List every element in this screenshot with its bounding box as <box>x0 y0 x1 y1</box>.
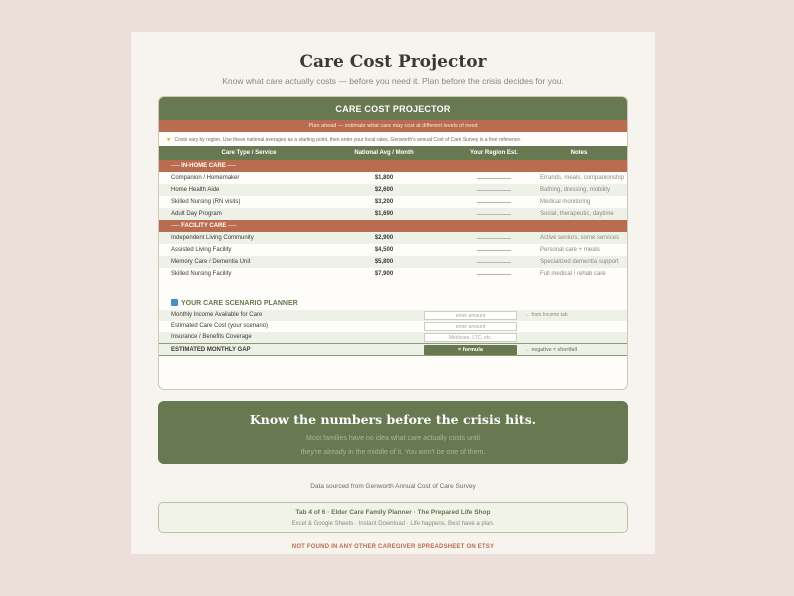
table-row <box>159 196 627 208</box>
banner-line-2: they're already in the middle of it. You won't be one of them. <box>300 449 486 456</box>
row-note: Specialized dementia support <box>540 259 619 265</box>
table-row <box>159 256 627 268</box>
footer-line-2: Excel & Google Sheets · Instant Download · Life happens. Best have a plan. <box>291 521 495 527</box>
tagline: NOT FOUND IN ANY OTHER CAREGIVER SPREADSHEET ON ETSY <box>291 544 495 550</box>
col-notes: Notes <box>570 150 588 156</box>
insurance-input[interactable]: Medicare, LTC, etc. <box>424 333 517 342</box>
col-care-type: Care Type / Service <box>221 150 277 156</box>
planner-title <box>159 298 627 310</box>
national-avg: $5,800 <box>374 259 394 265</box>
care-type: Home Health Aide <box>171 187 220 193</box>
planner-row <box>159 332 627 343</box>
care-type: Memory Care / Dementia Unit <box>171 259 251 265</box>
gap-formula-cell: = formula <box>424 345 517 355</box>
sheet-note <box>159 132 627 146</box>
banner-line-1: Most families have no idea what care actually costs until <box>306 435 480 442</box>
care-type: Independent Living Community <box>171 235 254 241</box>
national-avg: $1,690 <box>374 211 394 217</box>
calculator-icon <box>171 299 178 306</box>
col-national-avg: National Avg / Month <box>354 150 414 156</box>
care-type: Companion / Homemaker <box>171 175 240 181</box>
row-note: Errands, meals, companionship <box>540 175 625 181</box>
care-type: Skilled Nursing Facility <box>171 271 232 277</box>
gap-note: ← negative = shortfall <box>525 347 578 353</box>
national-avg: $2,600 <box>374 187 394 193</box>
hand-point-icon: ☛ <box>167 137 172 143</box>
region-est-field[interactable] <box>459 184 529 196</box>
planner-label: Insurance / Benefits Coverage <box>171 334 252 340</box>
table-row <box>159 268 627 280</box>
spreadsheet-preview <box>158 96 628 390</box>
sheet-note-text: Costs vary by region. Use these national averages as a starting point, then enter your local rates. Genworth's annual Cost of Care Survey is a free reference. <box>174 137 522 143</box>
row-note: Bathing, dressing, mobility <box>540 187 611 193</box>
sheet-subtitle: Plan ahead — estimate what care may cost at different levels of need <box>159 120 627 132</box>
region-est-field[interactable] <box>459 172 529 184</box>
table-header <box>159 146 627 160</box>
region-est-field[interactable] <box>459 196 529 208</box>
sheet-title: CARE COST PROJECTOR <box>159 97 627 120</box>
national-avg: $4,500 <box>374 247 394 253</box>
table-row <box>159 208 627 220</box>
planner-title-text: YOUR CARE SCENARIO PLANNER <box>181 300 298 307</box>
page-title: Care Cost Projector <box>299 52 487 72</box>
col-region-est: Your Region Est. <box>470 150 518 156</box>
table-row <box>159 172 627 184</box>
national-avg: $2,900 <box>374 235 394 241</box>
planner-row <box>159 310 627 321</box>
section-in-home-care: ── IN-HOME CARE ── <box>159 160 627 172</box>
table-row <box>159 244 627 256</box>
row-note: Medical monitoring <box>540 199 591 205</box>
care-type: Adult Day Program <box>171 211 222 217</box>
product-card <box>131 32 655 554</box>
row-note: Personal care + meals <box>540 247 600 253</box>
national-avg: $7,900 <box>374 271 394 277</box>
table-row <box>159 184 627 196</box>
region-est-field[interactable] <box>459 268 529 280</box>
table-row <box>159 232 627 244</box>
care-type: Assisted Living Facility <box>171 247 232 253</box>
region-est-field[interactable] <box>459 208 529 220</box>
banner-headline: Know the numbers before the crisis hits. <box>249 412 537 427</box>
planner-label: Monthly Income Available for Care <box>171 312 263 318</box>
row-note: Social, therapeutic, daytime <box>540 211 614 217</box>
care-type: Skilled Nursing (RN visits) <box>171 199 241 205</box>
page-subtitle: Know what care actually costs — before you need it. Plan before the crisis decides for you. <box>222 76 564 86</box>
planner-row <box>159 321 627 332</box>
care-cost-input[interactable]: enter amount <box>424 322 517 331</box>
region-est-field[interactable] <box>459 256 529 268</box>
source-note: Data sourced from Genworth Annual Cost of Care Survey <box>310 483 476 490</box>
section-facility-care: ── FACILITY CARE ── <box>159 220 627 232</box>
row-note: Active seniors, some services <box>540 235 620 241</box>
footer-line-1: Tab 4 of 6 · Elder Care Family Planner · The Prepared Life Shop <box>295 509 491 516</box>
national-avg: $1,800 <box>374 175 394 181</box>
row-note: Full medical / rehab care <box>540 271 606 277</box>
footer-box <box>158 502 628 533</box>
region-est-field[interactable] <box>459 232 529 244</box>
gap-label: ESTIMATED MONTHLY GAP <box>171 347 251 353</box>
region-est-field[interactable] <box>459 244 529 256</box>
planner-label: Estimated Care Cost (your scenario) <box>171 323 269 329</box>
income-input[interactable]: enter amount <box>424 311 517 320</box>
monthly-gap-row <box>159 343 627 356</box>
planner-note: ← from Income tab <box>525 312 568 318</box>
national-avg: $3,200 <box>374 199 394 205</box>
callout-banner <box>158 401 628 464</box>
